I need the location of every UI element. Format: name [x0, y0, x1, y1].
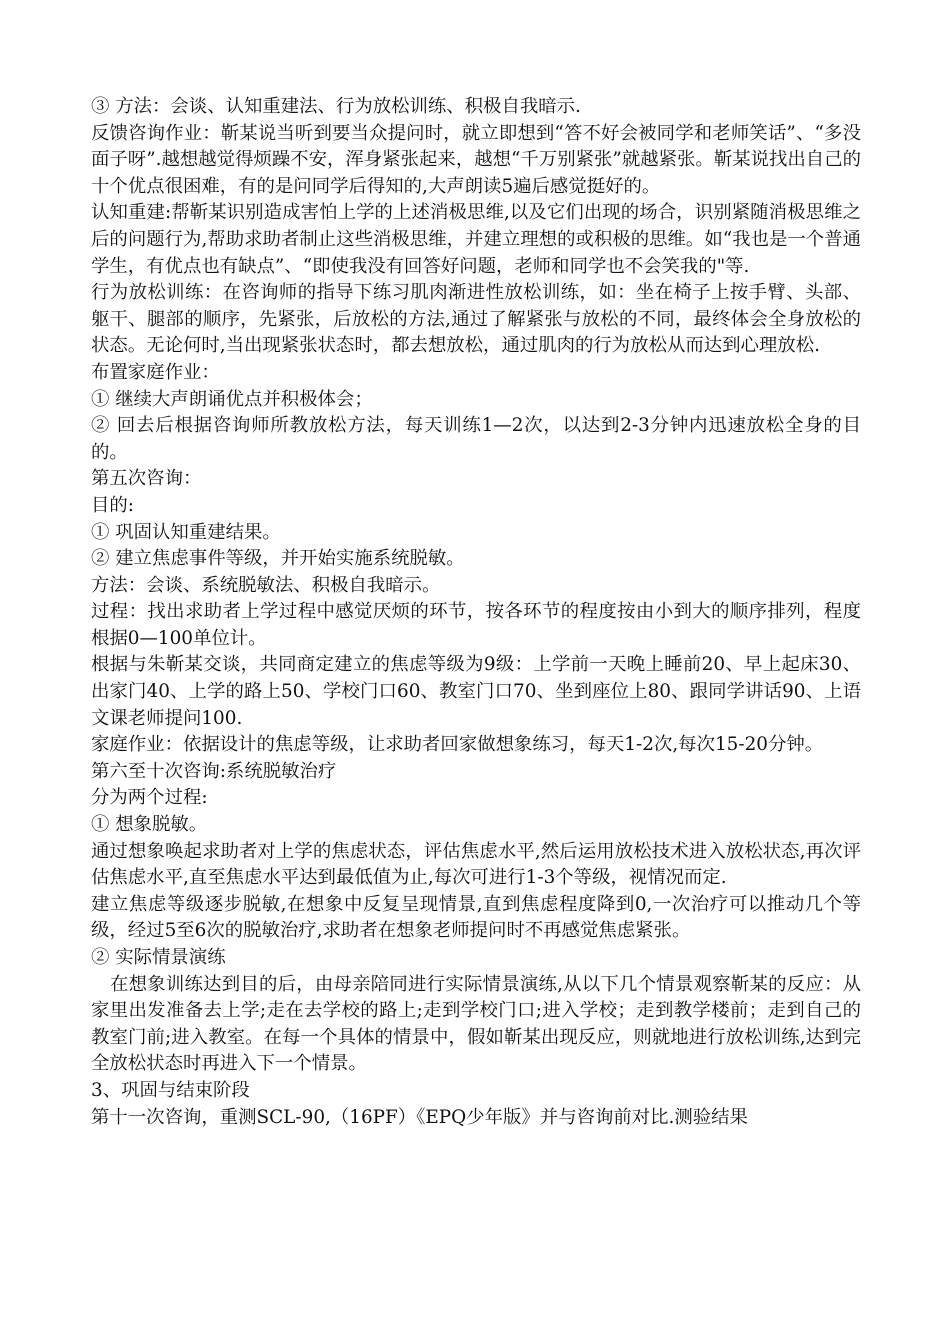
- paragraph-family-homework: 家庭作业：依据设计的焦虑等级，让求助者回家做想象练习，每天1-2次,每次15-20分钟。: [91, 734, 824, 756]
- paragraph-relaxation-training: 行为放松训练：在咨询师的指导下练习肌肉渐进性放松训练，如：坐在椅子上按手臂、头部、躯干、腿部的顺序，先紧张，后放松的方法,通过了解紧张与放松的不同，最终体会全身放松的状态。无论何时,当出现紧张状态时，都去想放松，通过肌肉的行为放松从而达到心理放松.: [91, 282, 861, 357]
- paragraph-eleventh-session: 第十一次咨询，重测SCL-90,（16PF）《EPQ少年版》并与咨询前对比.测验结果: [91, 1106, 748, 1128]
- paragraph-cognitive-restructuring: 认知重建:帮靳某识别造成害怕上学的上述消极思维,以及它们出现的场合，识别紧随消极思维之后的问题行为,帮助求助者制止这些消极思维，并建立理想的或积极的思维。如“我也是一个普通学生，有优点也有缺点”、“即使我没有回答好问题，老师和同学也不会笑我的"等.: [91, 202, 861, 277]
- heading-purpose: 目的:: [91, 494, 134, 516]
- heading-consolidation-stage: 3、巩固与结束阶段: [91, 1079, 250, 1101]
- heading-fifth-session: 第五次咨询：: [91, 468, 202, 490]
- list-item-purpose-1: ① 巩固认知重建结果。: [91, 521, 281, 543]
- list-item-imagination-desensitization: ① 想象脱敏。: [91, 814, 208, 836]
- paragraph-process: 过程：找出求助者上学过程中感觉厌烦的环节，按各环节的程度按由小到大的顺序排列，程度根据0—100单位计。: [91, 601, 861, 649]
- paragraph-two-processes: 分为两个过程:: [91, 787, 208, 809]
- paragraph-real-scenario-detail: 在想象训练达到目的后，由母亲陪同进行实际情景演练,从以下几个情景观察靳某的反应：从家里出发准备去上学;走在去学校的路上;走到学校门口;进入学校；走到教学楼前；走到自己的教室门前;进入教室。在每一个具体的情景中，假如靳某出现反应，则就地进行放松训练,达到完全放松状态时再进入下一个情景。: [91, 973, 861, 1075]
- paragraph-gradual-desensitization: 建立焦虑等级逐步脱敏,在想象中反复呈现情景,直到焦虑程度降到0,一次治疗可以推动几个等级，经过5至6次的脱敏治疗,求助者在想象老师提问时不再感觉焦虑紧张。: [91, 893, 861, 942]
- list-item-real-scenario: ② 实际情景演练: [91, 947, 226, 968]
- paragraph-assign-homework: 布置家庭作业：: [91, 361, 220, 383]
- paragraph-imagination-process: 通过想象唤起求助者对上学的焦虑状态，评估焦虑水平,然后运用放松技术进入放松状态,再次评估焦虑水平,直至焦虑水平达到最低值为止,每次可进行1-3个等级，视情况而定.: [91, 840, 861, 889]
- document-page: [91, 94, 861, 1131]
- paragraph-anxiety-levels: 根据与朱靳某交谈，共同商定建立的焦虑等级为9级：上学前一天晚上睡前20、早上起床30、出家门40、上学的路上50、学校门口60、教室门口70、坐到座位上80、跟同学讲话90、上语文课老师提问100.: [91, 654, 861, 729]
- paragraph-method-heading: ③ 方法：会谈、认知重建法、行为放松训练、积极自我暗示.: [91, 96, 581, 117]
- list-item-homework-2: ② 回去后根据咨询师所教放松方法，每天训练1—2次，以达到2-3分钟内迅速放松全身的目的。: [91, 415, 861, 463]
- paragraph-methods: 方法：会谈、系统脱敏法、积极自我暗示。: [91, 574, 441, 596]
- list-item-purpose-2: ② 建立焦虑事件等级，并开始实施系统脱敏。: [91, 548, 465, 570]
- paragraph-homework-feedback: 反馈咨询作业：靳某说当听到要当众提问时，就立即想到“答不好会被同学和老师笑话”、“多没面子呀”.越想越觉得烦躁不安，浑身紧张起来，越想“千万别紧张”就越紧张。靳某说找出自己的十个优点很困难，有的是问同学后得知的,大声朗读5遍后感觉挺好的。: [91, 122, 861, 197]
- heading-sessions-six-to-ten: 第六至十次咨询:系统脱敏治疗: [91, 760, 337, 782]
- list-item-homework-1: ① 继续大声朗诵优点并积极体会；: [91, 388, 373, 410]
